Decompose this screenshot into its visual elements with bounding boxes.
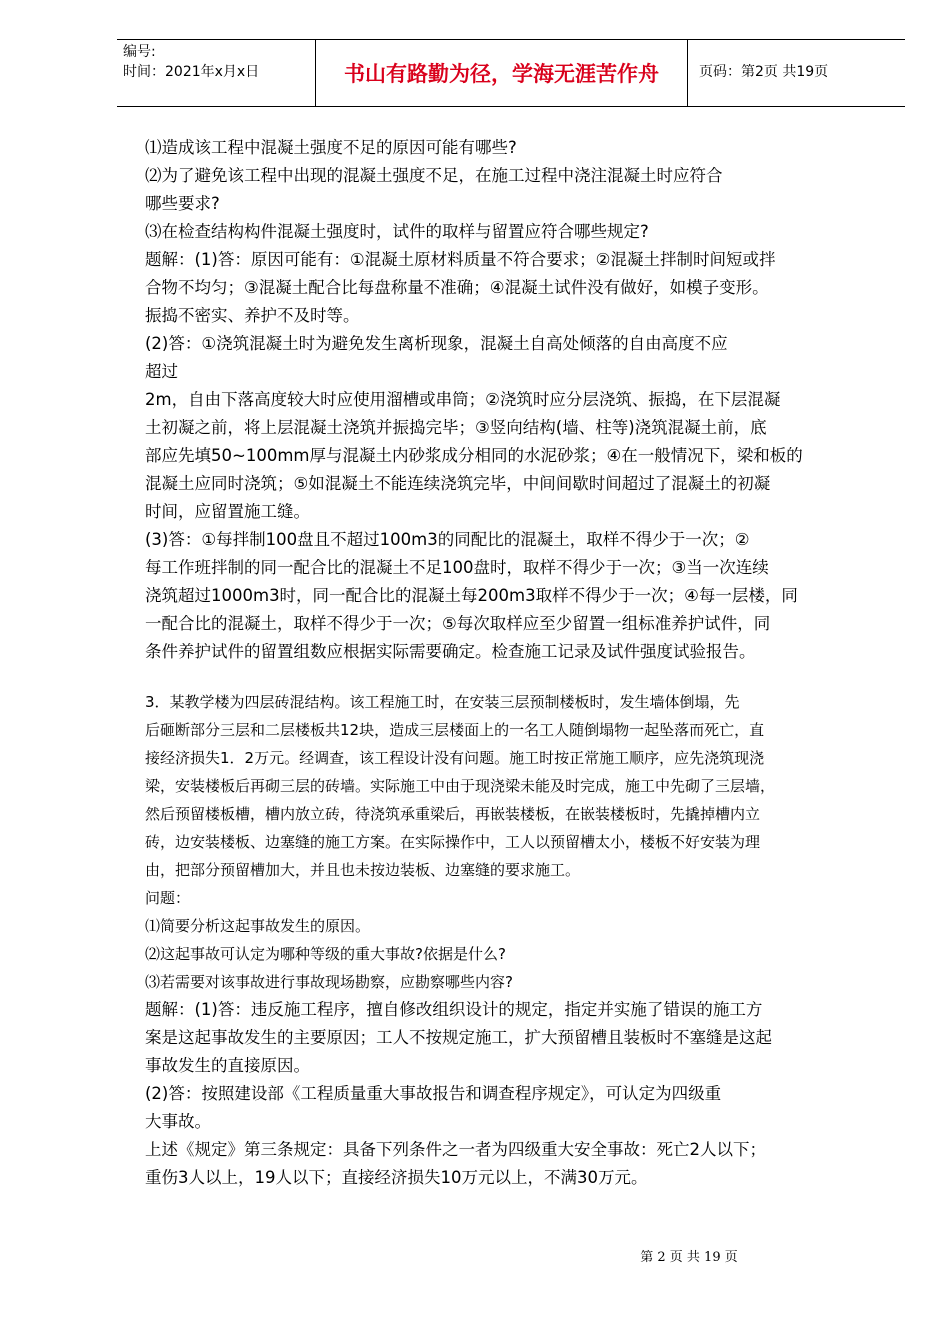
text-line: 重伤3人以上，19人以下；直接经济损失10万元以上，不满30万元。 <box>145 1168 648 1187</box>
text-line: 3．某教学楼为四层砖混结构。该工程施工时，在安装三层预制楼板时，发生墙体倒塌，先 <box>145 693 740 711</box>
header-info <box>123 42 259 82</box>
text-line: ⑴造成该工程中混凝土强度不足的原因可能有哪些? <box>145 138 517 157</box>
document-body <box>145 134 890 1192</box>
text-line: 2m，自由下落高度较大时应使用溜槽或串筒；②浇筑时应分层浇筑、振捣，在下层混凝 <box>145 390 781 409</box>
text-line: 然后预留楼板槽，槽内放立砖，待浇筑承重梁后，再嵌装楼板，在嵌装楼板时，先撬掉槽内立 <box>145 805 761 823</box>
text-line: 一配合比的混凝土，取样不得少于一次；⑤每次取样应至少留置一组标准养护试件，同 <box>145 614 771 633</box>
header-motto: 书山有路勤为径，学海无涯苦作舟 <box>315 40 688 106</box>
text-line: ⑴简要分析这起事故发生的原因。 <box>145 917 371 935</box>
text-line: 问题： <box>145 889 191 907</box>
text-line: 条件养护试件的留置组数应根据实际需要确定。检查施工记录及试件强度试验报告。 <box>145 642 756 661</box>
text-line: (2)答：按照建设部《工程质量重大事故报告和调查程序规定》，可认定为四级重 <box>145 1084 722 1103</box>
text-line: 由，把部分预留槽加大，并且也未按边装板、边塞缝的要求施工。 <box>145 861 581 879</box>
text-line: 大事故。 <box>145 1112 211 1131</box>
text-line: 上述《规定》第三条规定：具备下列条件之一者为四级重大安全事故：死亡2人以下； <box>145 1140 766 1159</box>
text-line: 后砸断部分三层和二层楼板共12块，造成三层楼面上的一名工人随倒塌物一起坠落而死亡，直 <box>145 721 765 739</box>
number-label: 编号: <box>123 44 156 60</box>
time-label: 时间：2021年x月x日 <box>123 64 260 80</box>
text-line: ⑶在检查结构构件混凝土强度时，试件的取样与留置应符合哪些规定? <box>145 222 649 241</box>
text-line: 题解：(1)答：违反施工程序，擅自修改组织设计的规定，指定并实施了错误的施工方 <box>145 1000 763 1019</box>
text-line: 超过 <box>145 362 178 381</box>
text-line: 梁，安装楼板后再砌三层的砖墙。实际施工中由于现浇梁未能及时完成，施工中先砌了三层墙， <box>145 777 776 795</box>
text-line: 浇筑超过1000m3时，同一配合比的混凝土每200m3取样不得少于一次；④每一层楼，同 <box>145 586 798 605</box>
text-line: 砖，边安装楼板、边塞缝的施工方案。在实际操作中，工人以预留槽太小，楼板不好安装为理 <box>145 833 761 851</box>
text-line: 哪些要求? <box>145 194 220 213</box>
text-line: (2)答：①浇筑混凝土时为避免发生离析现象，混凝土自高处倾落的自由高度不应 <box>145 334 728 353</box>
text-line: 事故发生的直接原因。 <box>145 1056 310 1075</box>
page-header <box>117 39 905 107</box>
text-line: 题解：(1)答：原因可能有：①混凝土原材料质量不符合要求；②混凝土拌制时间短或拌 <box>145 250 776 269</box>
text-line: 接经济损失1．2万元。经调查，该工程设计没有问题。施工时按正常施工顺序，应先浇筑现浇 <box>145 749 765 767</box>
text-line: 时间，应留置施工缝。 <box>145 502 310 521</box>
text-line: 振捣不密实、养护不及时等。 <box>145 306 360 325</box>
text-line: 混凝土应同时浇筑；⑤如混凝土不能连续浇筑完毕，中间间歇时间超过了混凝土的初凝 <box>145 474 771 493</box>
text-line: 每工作班拌制的同一配合比的混凝土不足100盘时，取样不得少于一次；③当一次连续 <box>145 558 769 577</box>
text-line: 合物不均匀；③混凝土配合比每盘称量不准确；④混凝土试件没有做好，如模子变形。 <box>145 278 769 297</box>
text-line <box>145 666 890 688</box>
text-line: 土初凝之前，将上层混凝土浇筑并振捣完毕；③竖向结构(墙、柱等)浇筑混凝土前，底 <box>145 418 767 437</box>
text-line: ⑵为了避免该工程中出现的混凝土强度不足，在施工过程中浇注混凝土时应符合 <box>145 166 723 185</box>
text-line: 案是这起事故发生的主要原因；工人不按规定施工，扩大预留槽且装板时不塞缝是这起 <box>145 1028 772 1047</box>
text-line: ⑶若需要对该事故进行事故现场勘察，应勘察哪些内容? <box>145 973 513 991</box>
text-line: (3)答：①每拌制100盘且不超过100m3的同配比的混凝土，取样不得少于一次；② <box>145 530 750 549</box>
text-line: 部应先填50~100mm厚与混凝土内砂浆成分相同的水泥砂浆；④在一般情况下，梁和板的 <box>145 446 803 465</box>
page-footer: 第 2 页 共 19 页 <box>640 1250 738 1265</box>
text-line: ⑵这起事故可认定为哪种等级的重大事故?依据是什么? <box>145 945 506 963</box>
header-page-label: 页码：第2页 共19页 <box>699 64 829 80</box>
